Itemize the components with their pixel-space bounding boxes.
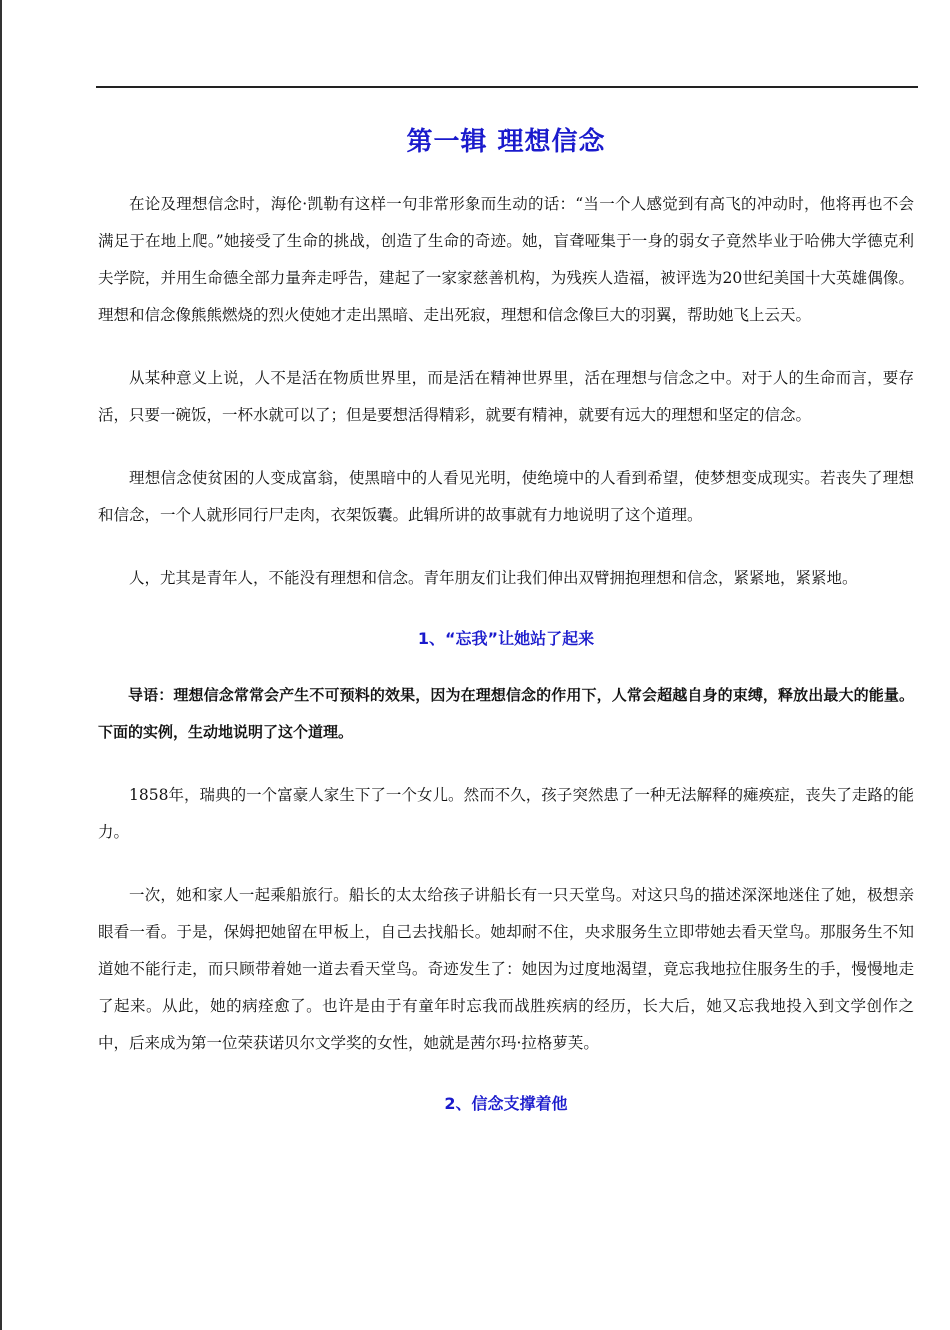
intro-paragraph: 在论及理想信念时，海伦·凯勒有这样一句非常形象而生动的话：“当一个人感觉到有高飞的冲动时，他将再也不会满足于在地上爬。”她接受了生命的挑战，创造了生命的奇迹。她，盲聋哑集于一身的弱女子竟然毕业于哈佛大学德克利夫学院，并用生命德全部力量奔走呼告，建起了一家家慈善机构，为残疾人造福，被评选为20世纪美国十大英雄偶像。理想和信念像熊熊燃烧的烈火使她才走出黑暗、走出死寂，理想和信念像巨大的羽翼，帮助她飞上云天。: [98, 195, 914, 324]
story-1-heading: 1、“忘我”让她站了起来: [417, 629, 595, 648]
story-1-lead: 导语：理想信念常常会产生不可预料的效果，因为在理想信念的作用下，人常会超越自身的束缚，释放出最大的能量。下面的实例，生动地说明了这个道理。: [98, 686, 914, 741]
story-2-heading: 2、信念支撑着他: [444, 1094, 568, 1113]
chapter-title: 第一辑 理想信念: [406, 127, 606, 157]
page-edge: [0, 0, 2, 1330]
story-1-paragraph: 一次，她和家人一起乘船旅行。船长的太太给孩子讲船长有一只天堂鸟。对这只鸟的描述深深地迷住了她，极想亲眼看一看。于是，保姆把她留在甲板上，自己去找船长。她却耐不住，央求服务生立即带她去看天堂鸟。那服务生不知道她不能行走，而只顾带着她一道去看天堂鸟。奇迹发生了：她因为过度地渴望，竟忘我地拉住服务生的手，慢慢地走了起来。从此，她的病痊愈了。也许是由于有童年时忘我而战胜疾病的经历，长大后，她又忘我地投入到文学创作之中，后来成为第一位荣获诺贝尔文学奖的女性，她就是茜尔玛·拉格萝芙。: [98, 886, 914, 1052]
header-rule: [96, 86, 918, 88]
intro-paragraph: 人，尤其是青年人，不能没有理想和信念。青年朋友们让我们伸出双臂拥抱理想和信念，紧紧地，紧紧地。: [129, 569, 858, 587]
document-body: [98, 118, 914, 1142]
intro-paragraph: 理想信念使贫困的人变成富翁，使黑暗中的人看见光明，使绝境中的人看到希望，使梦想变成现实。若丧失了理想和信念，一个人就形同行尸走肉，衣架饭囊。此辑所讲的故事就有力地说明了这个道理。: [98, 469, 914, 524]
story-1-paragraph: 1858年，瑞典的一个富豪人家生下了一个女儿。然而不久，孩子突然患了一种无法解释的瘫痪症，丧失了走路的能力。: [98, 786, 914, 841]
intro-paragraph: 从某种意义上说，人不是活在物质世界里，而是活在精神世界里，活在理想与信念之中。对于人的生命而言，要存活，只要一碗饭，一杯水就可以了；但是要想活得精彩，就要有精神，就要有远大的理想和坚定的信念。: [98, 369, 914, 424]
